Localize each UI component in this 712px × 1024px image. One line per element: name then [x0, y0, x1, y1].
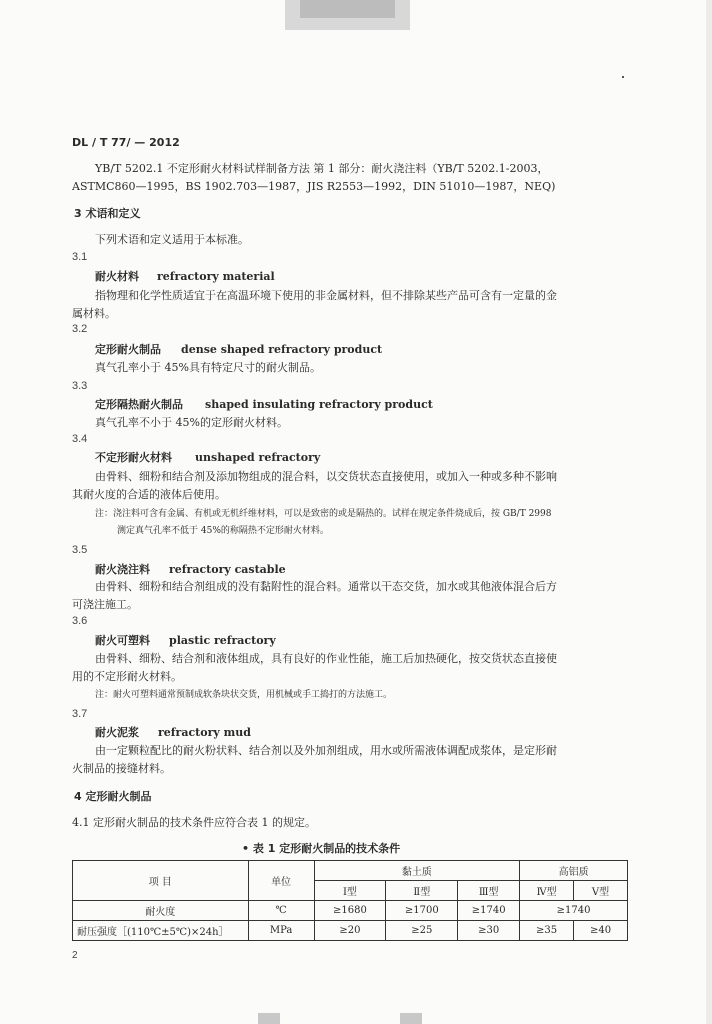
- table-cell-unit: MPa: [248, 921, 314, 941]
- term-cn: 定形耐火制品: [95, 343, 161, 356]
- definition-line: 真气孔率小于 45%具有特定尺寸的耐火制品。: [95, 361, 321, 374]
- term-cn: 耐火材料: [95, 270, 139, 283]
- term-en: refractory mud: [158, 726, 251, 739]
- table-cell: ≥1700: [386, 901, 458, 921]
- term-cn: 不定形耐火材料: [95, 451, 172, 464]
- note-line: 注：浇注料可含有金属、有机或无机纤维材料，可以是致密的或是隔热的。试样在规定条件烧成后，按 GB/T 2998: [95, 509, 552, 519]
- term-en: refractory castable: [169, 563, 286, 576]
- clause-number: 3.3: [72, 380, 88, 392]
- table-cell-unit: ℃: [248, 901, 314, 921]
- clause-number: 3.4: [72, 433, 88, 445]
- clause-number: 3.6: [72, 615, 88, 627]
- table-header-unit: 单位: [248, 861, 314, 901]
- term-en: refractory material: [157, 270, 275, 283]
- term-en: unshaped refractory: [195, 451, 321, 464]
- clause-number: 3.1: [72, 251, 88, 263]
- table-cell: ≥25: [386, 921, 458, 941]
- scan-speck: [622, 76, 624, 78]
- table-cell-item: 耐压强度［(110℃±5℃)×24h］: [73, 921, 249, 941]
- table-cell: ≥1680: [314, 901, 386, 921]
- term-cn: 耐火浇注料: [95, 563, 150, 576]
- standard-code: DL / T 77/ — 2012: [72, 136, 180, 149]
- table-row: [73, 901, 628, 921]
- table-cell: ≥1740: [458, 901, 520, 921]
- table-row: [73, 921, 628, 941]
- definition-line: 真气孔率不小于 45%的定形耐火材料。: [95, 416, 288, 429]
- term-en: shaped insulating refractory product: [205, 398, 433, 411]
- note-line: 测定真气孔率不低于 45%的称隔热不定形耐火材料。: [117, 526, 329, 536]
- table-caption: [242, 842, 400, 855]
- definition-line: 由骨料、细粉、结合剂和液体组成，具有良好的作业性能，施工后加热硬化，按交货状态直接使: [95, 652, 557, 665]
- clause-4-1: 4.1 定形耐火制品的技术条件应符合表 1 的规定。: [72, 816, 316, 829]
- table-header-item: 项 目: [73, 861, 249, 901]
- table-header-type: Ⅱ型: [386, 881, 458, 901]
- term-en: plastic refractory: [169, 634, 276, 647]
- reference-line-2: ASTMC860—1995，BS 1902.703—1987，JIS R2553—1992，DIN 51010—1987，NEQ): [72, 180, 556, 193]
- definition-line: 由骨料、细粉和结合剂及添加物组成的混合料，以交货状态直接使用，或加入一种或多种不影响: [95, 470, 557, 483]
- table-cell: ≥30: [458, 921, 520, 941]
- table-cell-item: 耐火度: [73, 901, 249, 921]
- definition-line: 属材料。: [72, 307, 116, 320]
- page-number: 2: [72, 950, 78, 961]
- clause-number: 3.7: [72, 708, 88, 720]
- table-header-type: Ⅰ型: [314, 881, 386, 901]
- definition-line: 火制品的接缝材料。: [72, 762, 171, 775]
- clause-number: 3.5: [72, 544, 88, 556]
- table-header-type: Ⅳ型: [520, 881, 574, 901]
- definition-line: 由一定颗粒配比的耐火粉状料、结合剂以及外加剂组成，用水或所需液体调配成浆体，是定形耐: [95, 744, 557, 757]
- definition-line: 可浇注施工。: [72, 598, 138, 611]
- table-caption-text: 表 1 定形耐火制品的技术条件: [252, 842, 401, 855]
- note-line: 注：耐火可塑料通常预制成软条块状交货，用机械或手工捣打的方法施工。: [95, 690, 393, 700]
- term-en: dense shaped refractory product: [181, 343, 383, 356]
- scan-artifact-top-inner: [300, 0, 395, 18]
- definition-line: 由骨料、细粉和结合剂组成的没有黏附性的混合料。通常以干态交货，加水或其他液体混合后方: [95, 580, 557, 593]
- scan-artifact-bottom-right: [400, 1013, 422, 1024]
- definition-line: 指物理和化学性质适宜于在高温环境下使用的非金属材料，但不排除某些产品可含有一定量的金: [95, 289, 557, 302]
- section-3-heading: 3 术语和定义: [74, 207, 141, 220]
- table-header-group-alumina: 高铝质: [520, 861, 628, 881]
- table-header-type: Ⅴ型: [574, 881, 628, 901]
- bullet-icon: •: [242, 842, 253, 855]
- table-cell: ≥35: [520, 921, 574, 941]
- reference-line-1: YB/T 5202.1 不定形耐火材料试样制备方法 第 1 部分：耐火浇注料（YB/T 5202.1-2003，: [95, 162, 549, 175]
- section-3-intro: 下列术语和定义适用于本标准。: [95, 233, 249, 246]
- scan-artifact-bottom-left: [258, 1013, 280, 1024]
- table-cell: ≥20: [314, 921, 386, 941]
- term-cn: 定形隔热耐火制品: [95, 398, 183, 411]
- table-cell: ≥40: [574, 921, 628, 941]
- definition-line: 用的不定形耐火材料。: [72, 670, 182, 683]
- scan-edge: [706, 0, 712, 1024]
- clause-number: 3.2: [72, 323, 88, 335]
- table-cell: ≥1740: [520, 901, 628, 921]
- table-header-type: Ⅲ型: [458, 881, 520, 901]
- term-cn: 耐火泥浆: [95, 726, 139, 739]
- table-1: [72, 860, 628, 941]
- section-4-heading: 4 定形耐火制品: [74, 790, 152, 803]
- definition-line: 其耐火度的合适的液体后使用。: [72, 488, 226, 501]
- term-cn: 耐火可塑料: [95, 634, 150, 647]
- table-header-group-clay: 黏土质: [314, 861, 520, 881]
